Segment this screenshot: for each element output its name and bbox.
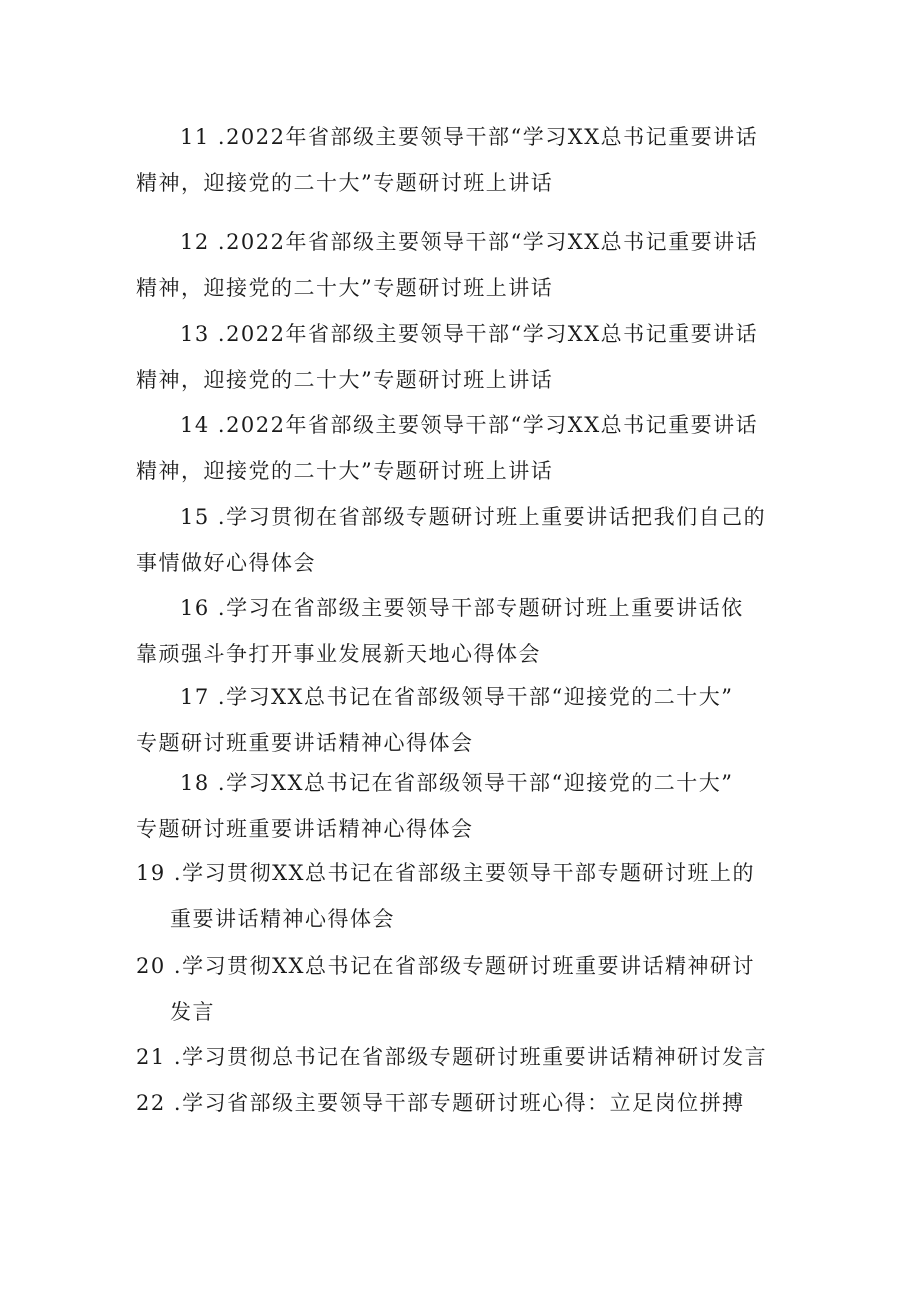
list-item-line: 14 .2022年省部级主要领导干部“学习XX总书记重要讲话 bbox=[180, 413, 759, 437]
list-item-line: 靠顽强斗争打开事业发展新天地心得体会 bbox=[136, 642, 541, 666]
list-item-line: 专题研讨班重要讲话精神心得体会 bbox=[136, 817, 474, 841]
list-item-line: 精神，迎接党的二十大”专题研讨班上讲话 bbox=[136, 368, 554, 392]
list-item-line: 精神，迎接党的二十大”专题研讨班上讲话 bbox=[136, 171, 554, 195]
list-item-line: 12 .2022年省部级主要领导干部“学习XX总书记重要讲话 bbox=[180, 230, 759, 254]
list-item-line: 22 .学习省部级主要领导干部专题研讨班心得：立足岗位拼搏 bbox=[136, 1091, 745, 1115]
list-item-line: 18 .学习XX总书记在省部级领导干部“迎接党的二十大” bbox=[180, 771, 734, 795]
list-item-line: 精神，迎接党的二十大”专题研讨班上讲话 bbox=[136, 459, 554, 483]
list-item-line: 16 .学习在省部级主要领导干部专题研讨班上重要讲话依 bbox=[180, 596, 744, 620]
list-item-line: 21 .学习贯彻总书记在省部级专题研讨班重要讲话精神研讨发言 bbox=[136, 1045, 768, 1069]
list-item-line: 19 .学习贯彻XX总书记在省部级主要领导干部专题研讨班上的 bbox=[136, 861, 755, 885]
list-item-18 bbox=[136, 760, 786, 852]
list-item-17 bbox=[136, 674, 786, 766]
list-item-15 bbox=[136, 494, 786, 586]
list-item-22 bbox=[136, 1080, 786, 1126]
list-item-19 bbox=[136, 850, 786, 942]
list-item-line: 事情做好心得体会 bbox=[136, 551, 316, 575]
list-item-16 bbox=[136, 585, 786, 677]
list-item-line: 20 .学习贯彻XX总书记在省部级专题研讨班重要讲话精神研讨 bbox=[136, 954, 755, 978]
list-item-line: 重要讲话精神心得体会 bbox=[170, 907, 395, 931]
list-item-12 bbox=[136, 219, 786, 311]
list-item-line: 发言 bbox=[170, 1000, 215, 1024]
list-item-21 bbox=[136, 1034, 786, 1080]
list-item-line: 专题研讨班重要讲话精神心得体会 bbox=[136, 731, 474, 755]
list-item-line: 15 .学习贯彻在省部级专题研讨班上重要讲话把我们自己的 bbox=[180, 505, 767, 529]
list-item-line: 精神，迎接党的二十大”专题研讨班上讲话 bbox=[136, 276, 554, 300]
list-item-14 bbox=[136, 402, 786, 494]
list-item-20 bbox=[136, 943, 786, 1035]
list-item-line: 17 .学习XX总书记在省部级领导干部“迎接党的二十大” bbox=[180, 685, 734, 709]
list-item-line: 11 .2022年省部级主要领导干部“学习XX总书记重要讲话 bbox=[180, 125, 759, 149]
list-item-line: 13 .2022年省部级主要领导干部“学习XX总书记重要讲话 bbox=[180, 322, 759, 346]
list-item-13 bbox=[136, 311, 786, 403]
list-item-11 bbox=[136, 114, 786, 206]
